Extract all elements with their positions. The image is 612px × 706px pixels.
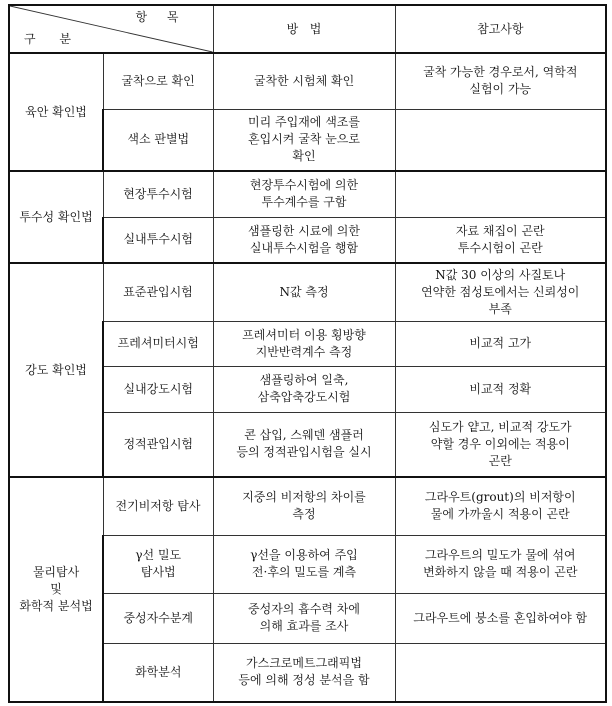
note-cell	[395, 109, 606, 171]
header-diagonal-cell	[9, 5, 213, 53]
item-cell: 표준관입시험	[103, 263, 213, 321]
header-division-label: 구 분	[24, 32, 81, 46]
item-cell: 프레셔미터시험	[103, 321, 213, 366]
grout-verification-table	[8, 4, 607, 703]
header-notes: 참고사항	[395, 5, 606, 53]
method-cell: γ선을 이용하여 주입 전·후의 밀도를 계측	[213, 535, 395, 593]
item-cell: γ선 밀도 탐사법	[103, 535, 213, 593]
note-cell: N값 30 이상의 사질토나 연약한 점성토에서는 신뢰성이 부족	[395, 263, 606, 321]
item-cell: 색소 판별법	[103, 109, 213, 171]
note-cell: 그라우트(grout)의 비저항이 물에 가까울시 적용이 곤란	[395, 477, 606, 535]
note-cell: 심도가 얕고, 비교적 강도가 약할 경우 이외에는 적용이 곤란	[395, 412, 606, 477]
table-row	[9, 53, 606, 109]
note-cell: 비교적 정확	[395, 366, 606, 412]
item-cell: 화학분석	[103, 643, 213, 702]
table-row	[9, 171, 606, 217]
item-cell: 정적관입시험	[103, 412, 213, 477]
header-method: 방 법	[213, 5, 395, 53]
method-cell: 미리 주입재에 색조를 혼입시켜 굴착 눈으로 확인	[213, 109, 395, 171]
method-cell: 샘플링한 시료에 의한 실내투수시험을 행함	[213, 217, 395, 263]
item-cell: 현장투수시험	[103, 171, 213, 217]
header-item-label: 항 목	[135, 10, 187, 24]
method-cell: N값 측정	[213, 263, 395, 321]
method-cell: 중성자의 흡수력 차에 의해 효과를 조사	[213, 593, 395, 643]
table-row	[9, 477, 606, 535]
note-cell	[395, 643, 606, 702]
item-cell: 굴착으로 확인	[103, 53, 213, 109]
note-cell: 자료 채집이 곤란 투수시험이 곤란	[395, 217, 606, 263]
item-cell: 실내강도시험	[103, 366, 213, 412]
method-cell: 굴착한 시험체 확인	[213, 53, 395, 109]
group-permeability: 투수성 확인법	[9, 171, 103, 263]
method-cell: 샘플링하여 일축, 삼축압축강도시험	[213, 366, 395, 412]
group-visual-inspection: 육안 확인법	[9, 53, 103, 171]
method-cell: 지중의 비저항의 차이를 측정	[213, 477, 395, 535]
note-cell: 비교적 고가	[395, 321, 606, 366]
note-cell: 굴착 가능한 경우로서, 역학적 실험이 가능	[395, 53, 606, 109]
item-cell: 실내투수시험	[103, 217, 213, 263]
item-cell: 중성자수분계	[103, 593, 213, 643]
note-cell	[395, 171, 606, 217]
group-geophysical-chemical: 물리탐사 및 화학적 분석법	[9, 477, 103, 702]
method-cell: 가스크로메트그래픽법 등에 의해 정성 분석을 함	[213, 643, 395, 702]
note-cell: 그라우트의 밀도가 물에 섞여 변화하지 않을 때 적용이 곤란	[395, 535, 606, 593]
method-cell: 프레셔미터 이용 횡방향 지반반력계수 측정	[213, 321, 395, 366]
method-cell: 현장투수시험에 의한 투수계수를 구함	[213, 171, 395, 217]
group-strength: 강도 확인법	[9, 263, 103, 477]
method-cell: 콘 삽입, 스웨덴 샘플러 등의 정적관입시험을 실시	[213, 412, 395, 477]
table-row	[9, 263, 606, 321]
item-cell: 전기비저항 탐사	[103, 477, 213, 535]
note-cell: 그라우트에 붕소를 혼입하여야 함	[395, 593, 606, 643]
header-row	[9, 5, 606, 53]
